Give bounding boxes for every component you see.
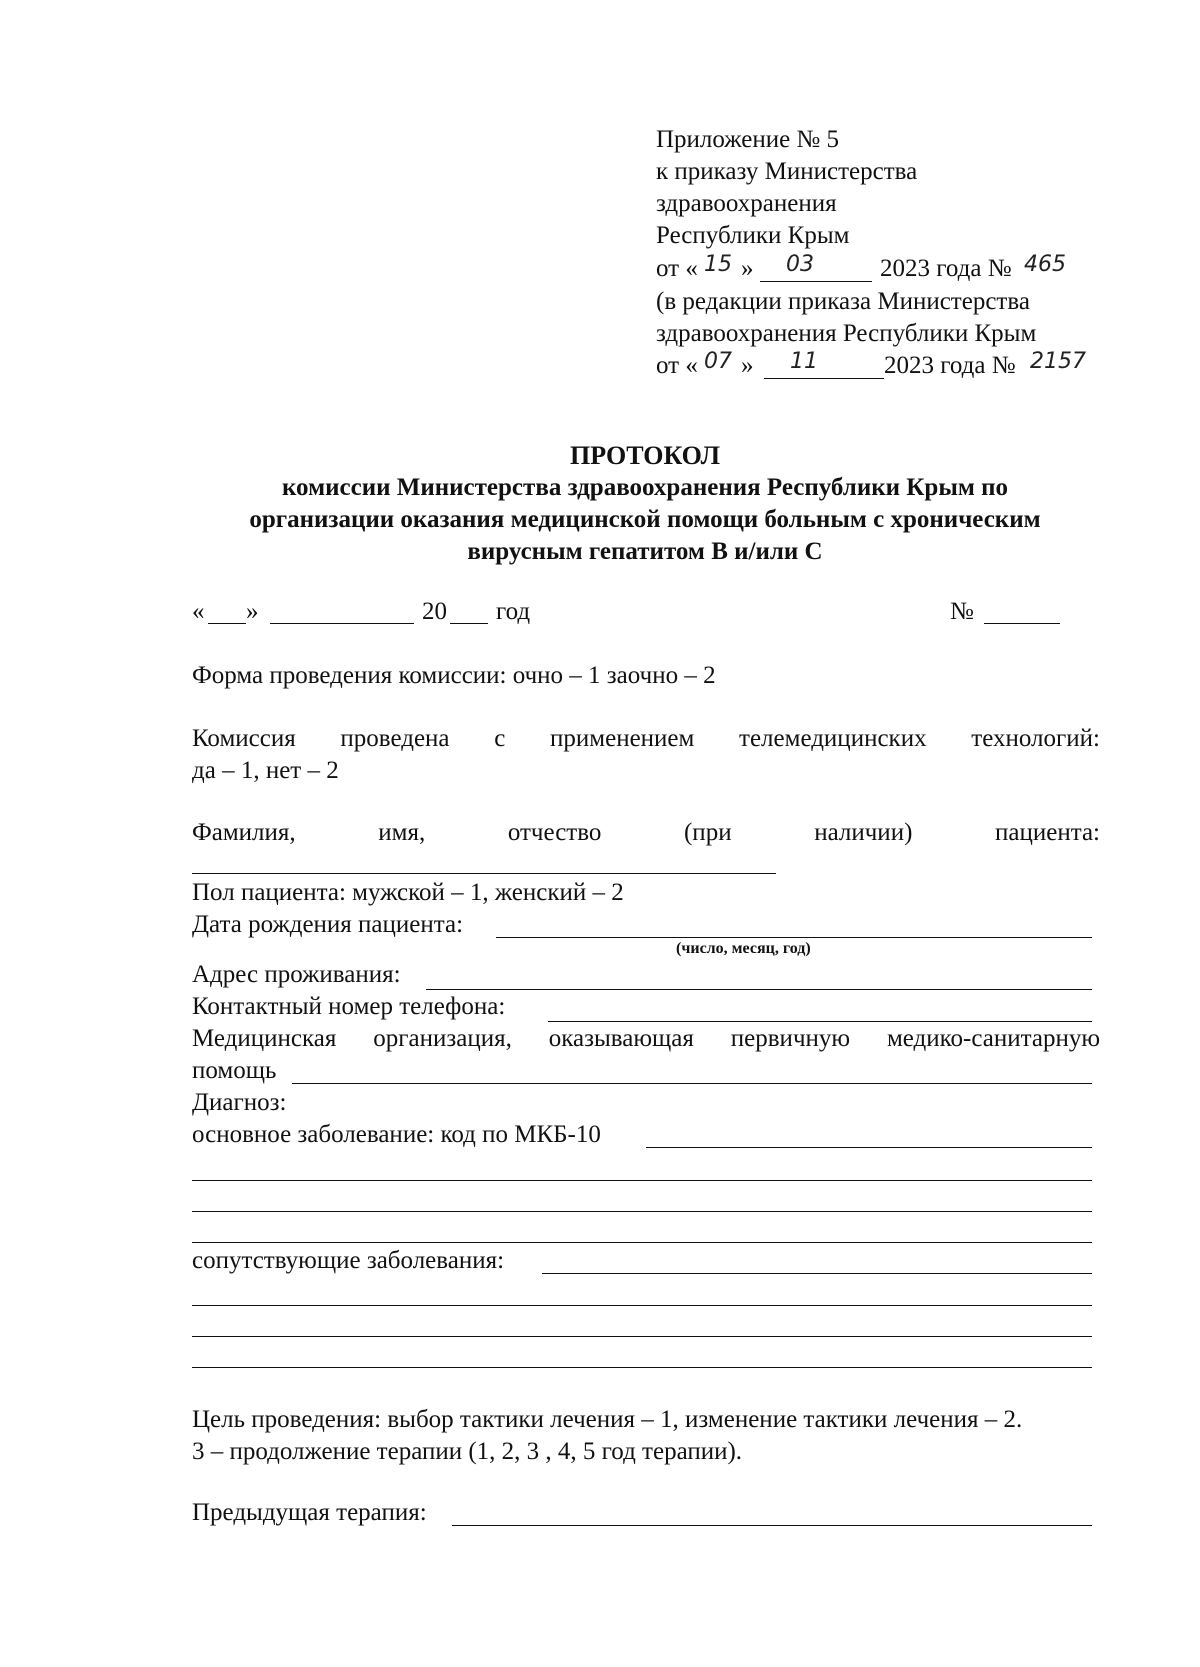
previous-therapy-label: Предыдущая терапия: [192, 1499, 427, 1526]
edit-month-underline [764, 378, 884, 379]
tele-word-5: телемедицинских [739, 725, 927, 752]
edit-line-2: здравоохранения Республики Крым [656, 320, 1037, 347]
fio-word-2: имя, [378, 819, 426, 846]
fio-word-3: отчество [507, 819, 602, 846]
comorbid-label: сопутствующие заболевания: [192, 1247, 505, 1274]
main-disease-blank [646, 1147, 1092, 1148]
fio-word-5: наличии) [814, 819, 913, 846]
edit-day-handwritten: 07 [704, 349, 732, 374]
patient-sex-line: Пол пациента: мужской – 1, женский – 2 [192, 879, 624, 906]
birth-date-blank [496, 937, 1092, 938]
date-month-blank [270, 623, 414, 624]
address-blank [426, 989, 1092, 990]
date-year-prefix: 20 [422, 598, 447, 625]
comorbid-extra-line-2 [192, 1336, 1092, 1337]
main-disease-label: основное заболевание: код по МКБ-10 [192, 1121, 601, 1148]
fio-word-6: пациента: [995, 819, 1100, 846]
protocol-subtitle-2: организации оказания медицинской помощи больным с хроническим [249, 506, 1041, 533]
birth-date-hint: (число, месяц, год) [676, 940, 811, 957]
tele-word-4: применением [550, 725, 695, 752]
previous-therapy-blank [452, 1525, 1092, 1526]
appendix-line-3: здравоохранения [656, 190, 837, 217]
tele-word-6: технологий: [971, 725, 1100, 752]
protocol-subtitle-1: комиссии Министерства здравоохранения Республики Крым по [281, 474, 1009, 501]
fio-word-4: (при [683, 819, 732, 846]
diagnosis-label: Диагноз: [192, 1089, 287, 1116]
date-open-quote: « [192, 598, 205, 625]
telemedicine-line-1 [192, 723, 1100, 754]
org-word-3: оказывающая [548, 1025, 694, 1052]
medical-org-blank [292, 1083, 1092, 1084]
comorbid-blank [542, 1273, 1092, 1274]
medical-org-line-1 [192, 1023, 1100, 1054]
date-day-blank [208, 623, 246, 624]
edit-line-1: (в редакции приказа Министерства [656, 288, 1030, 315]
medical-org-line-2: помощь [192, 1057, 277, 1084]
org-word-5: медико-санитарную [886, 1025, 1100, 1052]
birth-date-label: Дата рождения пациента: [192, 911, 464, 938]
protocol-title: ПРОТОКОЛ [570, 441, 720, 470]
order-year-text: 2023 года № [880, 255, 1012, 282]
order-day-close-quote: » [741, 255, 754, 282]
org-word-2: организация, [373, 1025, 512, 1052]
address-label: Адрес проживания: [192, 961, 401, 988]
phone-blank [548, 1021, 1092, 1022]
phone-label: Контактный номер телефона: [192, 993, 506, 1020]
appendix-line-4: Республики Крым [656, 222, 850, 249]
org-word-1: Медицинская [192, 1025, 337, 1052]
main-disease-extra-line-1 [192, 1180, 1092, 1181]
protocol-number-sign: № [950, 598, 974, 625]
goal-line-2: 3 – продолжение терапии (1, 2, 3 , 4, 5 год терапии). [192, 1438, 743, 1465]
goal-line-1: Цель проведения: выбор тактики лечения – 1, изменение тактики лечения – 2. [192, 1406, 1023, 1433]
protocol-number-blank [984, 623, 1060, 624]
edit-day-close-quote: » [741, 352, 754, 379]
comorbid-extra-line-1 [192, 1305, 1092, 1306]
appendix-line-2: к приказу Министерства [656, 158, 918, 185]
telemedicine-line-2: да – 1, нет – 2 [192, 757, 339, 784]
edit-from-label: от « [656, 352, 698, 379]
main-disease-extra-line-3 [192, 1242, 1092, 1243]
edit-month-handwritten: 11 [790, 349, 818, 374]
order-number-handwritten: 465 [1024, 252, 1066, 277]
comorbid-extra-line-3 [192, 1367, 1092, 1368]
fio-word-1: Фамилия, [192, 819, 296, 846]
protocol-subtitle-3: вирусным гепатитом В и/или С [467, 538, 823, 565]
tele-word-1: Комиссия [192, 725, 296, 752]
order-month-handwritten: 03 [786, 252, 814, 277]
main-disease-extra-line-2 [192, 1211, 1092, 1212]
tele-word-3: с [494, 725, 506, 752]
tele-word-2: проведена [340, 725, 450, 752]
date-close-quote: » [246, 598, 259, 625]
order-month-underline [760, 281, 872, 282]
date-year-blank [450, 623, 488, 624]
edit-number-handwritten: 2157 [1030, 349, 1086, 374]
patient-name-line [192, 817, 1100, 848]
form-mode-line: Форма проведения комиссии: очно – 1 заочно – 2 [192, 662, 716, 689]
appendix-line-1: Приложение № 5 [656, 126, 840, 153]
order-from-label: от « [656, 255, 698, 282]
org-word-4: первичную [730, 1025, 851, 1052]
date-year-suffix: год [496, 598, 531, 625]
patient-name-blank [192, 873, 776, 874]
edit-year-text: 2023 года № [884, 352, 1016, 379]
order-day-handwritten: 15 [704, 252, 732, 277]
